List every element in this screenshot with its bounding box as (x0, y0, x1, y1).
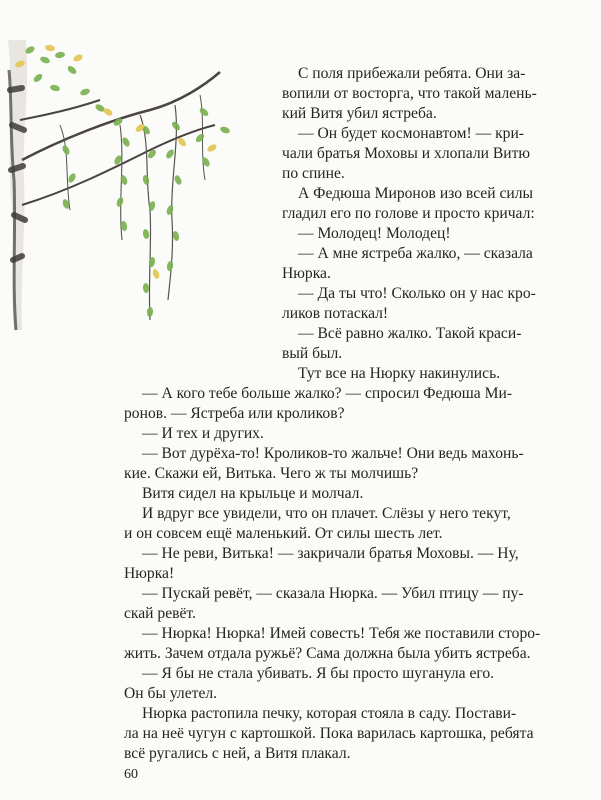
text-line: Он бы улетел. (124, 685, 218, 702)
text-line: чали братья Моховы и хлопали Витю (282, 145, 531, 162)
text-line: скай ревёт. (124, 605, 196, 622)
text-line: Нюрка. (282, 265, 331, 282)
text-line: — Нюрка! Нюрка! Имей совесть! Тебя же поставили сторо- (142, 625, 541, 642)
text-line: Нюрка! (124, 565, 175, 582)
birch-tree-illustration (0, 30, 260, 340)
text-line: А Федюша Миронов изо всей силы (298, 185, 533, 202)
text-line: — Всё равно жалко. Такой краси- (298, 325, 522, 342)
text-line: кий Витя убил ястреба. (282, 105, 437, 122)
text-line: — Я бы не стала убивать. Я бы просто шуганула его. (142, 665, 495, 682)
text-line: — Не реви, Витька! — закричали братья Моховы. — Ну, (142, 545, 519, 562)
text-line: кие. Скажи ей, Витька. Чего ж ты молчишь? (124, 465, 419, 482)
text-line: вопили от восторга, что такой малень- (282, 85, 537, 102)
text-line: — А кого тебе больше жалко? — спросил Федюша Ми- (142, 385, 513, 402)
text-line: ла на неё чугун с картошкой. Пока варилась картошка, ребята (124, 725, 534, 742)
text-line: по спине. (282, 165, 345, 182)
text-line: всё ругались с ней, а Витя плакал. (124, 745, 351, 762)
text-line: И вдруг все увидели, что он плачет. Слёзы у него текут, (142, 505, 511, 522)
text-line: ликов потаскал! (282, 305, 389, 322)
text-line: Нюрка растопила печку, которая стояла в саду. Постави- (142, 705, 517, 722)
text-line: и он совсем ещё маленький. От силы шесть лет. (124, 525, 443, 542)
text-line: гладил его по голове и просто кричал: (282, 205, 535, 222)
text-line: вый был. (282, 345, 343, 362)
text-line: — Вот дурёха-то! Кроликов-то жальче! Они ведь махонь- (142, 445, 524, 462)
text-line: С поля прибежали ребята. Они за- (298, 65, 526, 82)
text-line: Витя сидел на крыльце и молчал. (142, 485, 364, 502)
text-line: — И тех и других. (142, 425, 264, 442)
text-line: — Молодец! Молодец! (298, 225, 451, 242)
text-line: — Пускай ревёт, — сказала Нюрка. — Убил птицу — пу- (142, 585, 524, 602)
text-line: Тут все на Нюрку накинулись. (298, 365, 501, 382)
page-number: 60 (124, 767, 138, 782)
text-line: — Да ты что! Сколько он у нас кро- (298, 285, 536, 302)
text-line: ронов. — Ястреба или кроликов? (124, 405, 345, 422)
text-line: — Он будет космонавтом! — кри- (298, 125, 524, 142)
text-line: — А мне ястреба жалко, — сказала (298, 245, 533, 262)
text-line: жить. Зачем отдала ружьё? Сама должна была убить ястреба. (124, 645, 531, 662)
